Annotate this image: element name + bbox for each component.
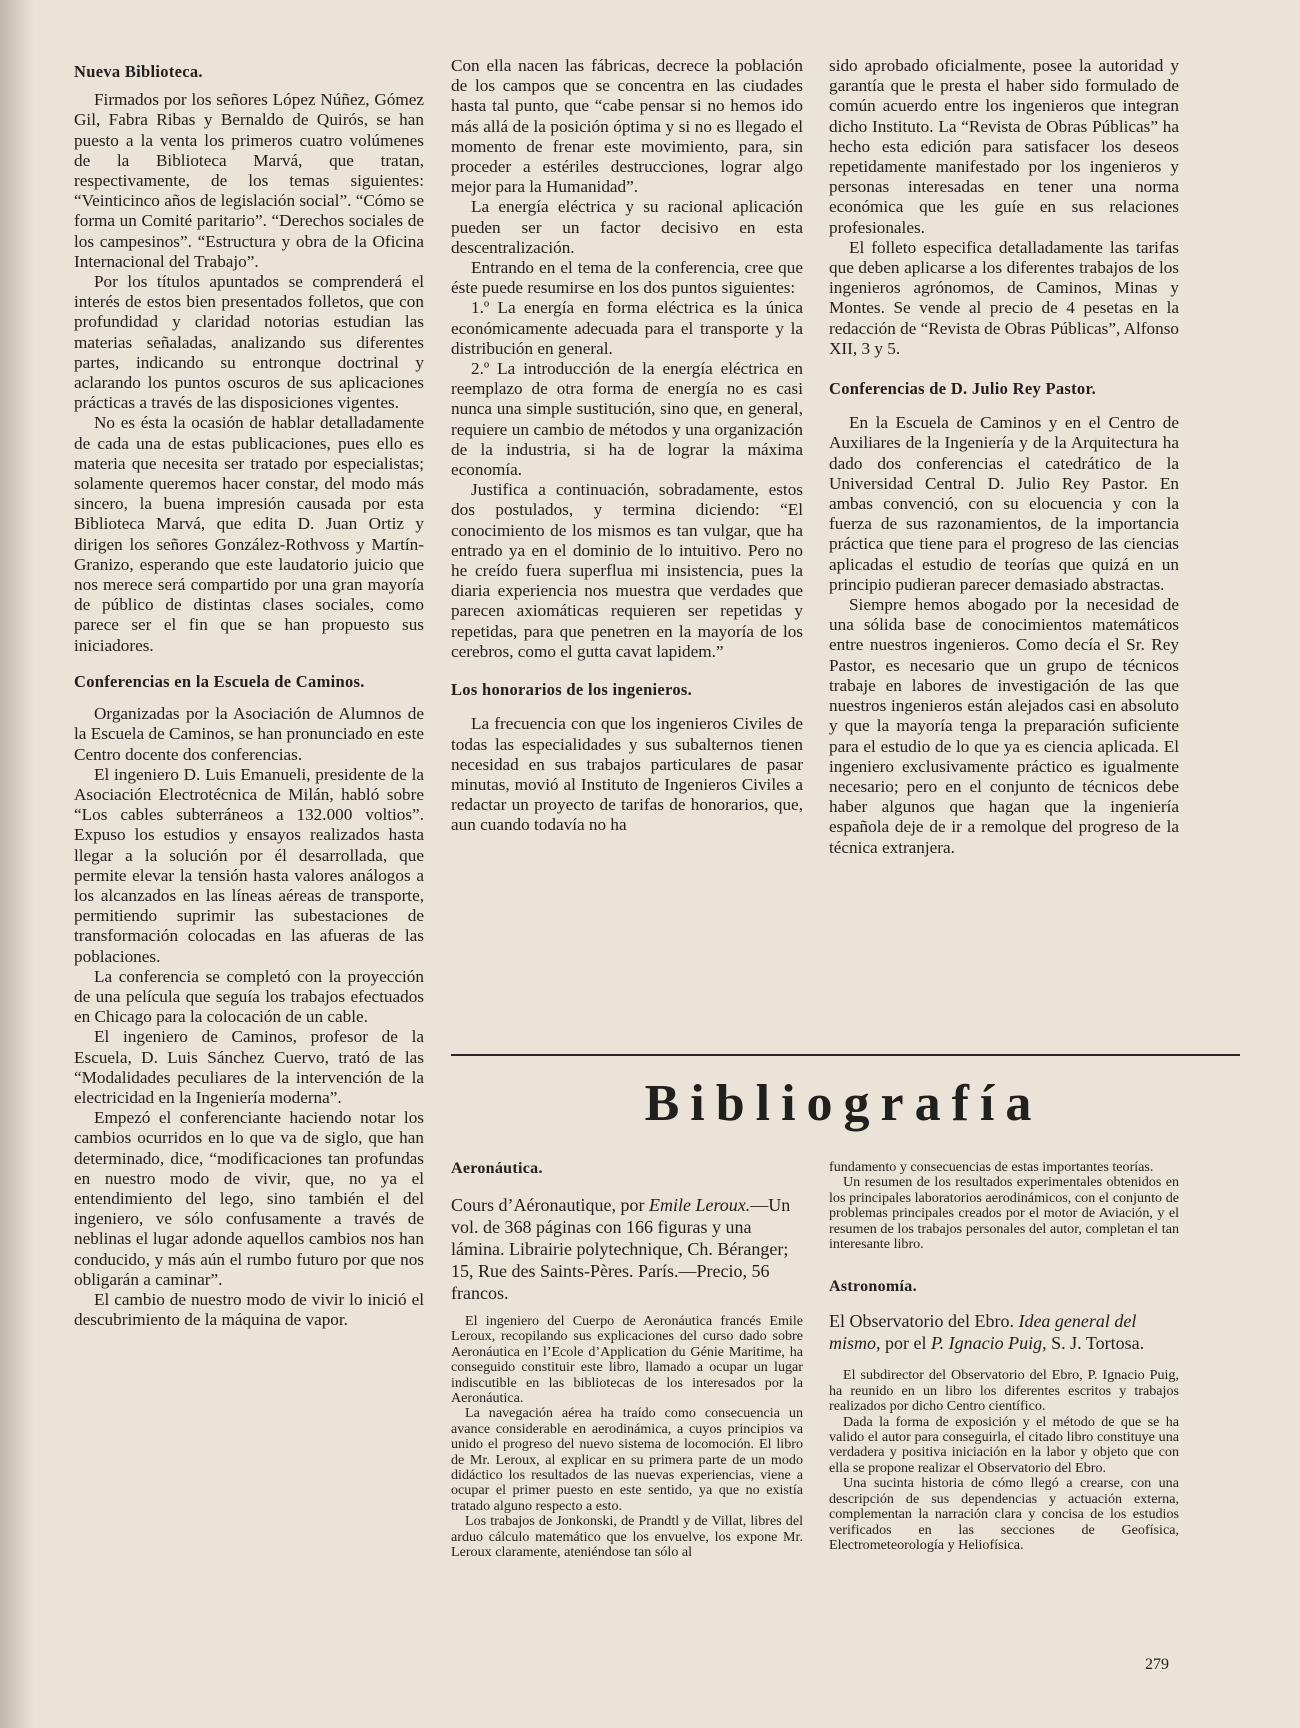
book-details: —Un vol. de 368 páginas con 166 figuras y una lámina. Librairie polytechnique, Ch. Béranger; 15, Rue des Saints-Pères. París.—Precio, 56 francos.	[451, 1195, 791, 1303]
book-details: S. J. Tortosa.	[1046, 1333, 1145, 1354]
paragraph: Los trabajos de Jonkonski, de Prandtl y de Villat, libres del arduo cálculo matemático que los envuelve, los expone Mr. Leroux claramente, ateniéndose tan sólo al	[451, 1513, 803, 1561]
paragraph: El cambio de nuestro modo de vivir lo inició el descubrimiento de la máquina de vapor.	[74, 1289, 424, 1330]
book-entry-aeronautique	[451, 1194, 803, 1304]
paragraph: Entrando en el tema de la conferencia, cree que éste puede resumirse en los dos puntos siguientes:	[451, 258, 803, 298]
paragraph: La conferencia se completó con la proyección de una película que seguía los trabajos efectuados en Chicago para la colocación de un cable.	[74, 966, 424, 1027]
paragraph: Una sucinta historia de cómo llegó a crearse, con una descripción de sus dependencias y actuación externa, complementan la narración clara y concisa de los estudios verificados en las secciones de Geofísica, Electrometeorología y Heliofísica.	[829, 1475, 1179, 1553]
paragraph: Siempre hemos abogado por la necesidad de una sólida base de conocimientos matemáticos entre nuestros ingenieros. Como decía el Sr. Rey Pastor, es necesario que un grupo de técnicos trabaje en labores de investigación de las que nuestros ingenieros están alejados casi en absoluto y que la mayoría tenga la preparación suficiente para el estudio de lo que ya es ciencia aplicada. El ingeniero exclusivamente práctico es igualmente necesario; pero en el conjunto de técnicos debe haber algunos que hagan que la ingeniería española deje de ir a remolque del progreso de la técnica extranjera.	[829, 595, 1179, 857]
heading-rey-pastor: Conferencias de D. Julio Rey Pastor.	[829, 379, 1096, 399]
book-author: Emile Leroux.	[648, 1195, 751, 1215]
paragraph: El ingeniero D. Luis Emanueli, presidente de la Asociación Electrotécnica de Milán, habló sobre “Los cables subterráneos a 132.000 voltios”. Expuso los estudios y ensayos realizados hasta llegar a la solución por él desarrollada, que permite elevar la tensión hasta valores análogos a los alcanzados en las líneas aéreas de transporte, permitiendo suprimir las subestaciones de transformación colocadas en las afueras de las poblaciones.	[74, 764, 424, 966]
bibliografia-title: Bibliografía	[644, 1075, 1043, 1132]
page-number: 279	[1145, 1656, 1169, 1673]
biblio-column-right	[829, 1160, 1179, 1553]
book-title: Cours d’Aéronautique,	[451, 1195, 616, 1215]
book-title: El Observatorio del Ebro.	[829, 1311, 1014, 1332]
paragraph: La energía eléctrica y su racional aplicación pueden ser un factor decisivo en esta descentralización.	[451, 197, 803, 257]
book-citation	[829, 1310, 1179, 1354]
book-subtitle: Idea general del mismo,	[829, 1311, 1137, 1354]
paragraph: Por los títulos apuntados se comprenderá el interés de estos bien presentados folletos, que con profundidad y claridad notorias estudian las materias señaladas, analizando sus diferentes partes, indicando su entronque doctrinal y aclarando los puntos oscuros de sus aplicaciones prácticas a través de las disposiciones vigentes.	[74, 272, 424, 413]
paragraph: 1.º La energía en forma eléctrica es la única económicamente adecuada para el transporte y la distribución en general.	[451, 298, 803, 358]
paragraph: El ingeniero de Caminos, profesor de la Escuela, D. Luis Sánchez Cuervo, trató de las “Modalidades peculiares de la intervención de la electricidad en la Ingeniería moderna”.	[74, 1027, 424, 1107]
book-review-aeronautique	[451, 1314, 803, 1561]
column-3	[829, 56, 1179, 858]
paragraph: 2.º La introducción de la energía eléctrica en reemplazo de otra forma de energía no es casi nunca una simple sustitución, sino que, en general, requiere un cambio de métodos y una organización de la industria, si ha de lograr la máxima economía.	[451, 359, 803, 480]
paragraph: En la Escuela de Caminos y en el Centro de Auxiliares de la Ingeniería y de la Arquitectura ha dado dos conferencias el catedrático de la Universidad Central D. Julio Rey Pastor. En ambas convenció, con su elocuencia y con la fuerza de sus razonamientos, de la importancia práctica que tiene para el progreso de las ciencias aplicadas el estudio de teorías que quizá en un principio pudieran parecer demasiado abstractas.	[829, 413, 1179, 594]
heading-honorarios: Los honorarios de los ingenieros.	[451, 680, 693, 700]
paragraph: El ingeniero del Cuerpo de Aeronáutica francés Emile Leroux, recopilando sus explicaciones del curso dado sobre Aeronáutica en l’Ecole d’Application du Génie Maritime, ha conseguido constituir este libro, llamado a ocupar un lugar indiscutible en las bibliotecas de los interesados por la Aeronáutica.	[451, 1313, 803, 1407]
book-citation	[451, 1194, 803, 1304]
paragraph: La navegación aérea ha traído como consecuencia un avance considerable en aerodinámica, a cuyos principios va unido el progreso del nuevo sistema de locomoción. El libro de Mr. Leroux, al explicar en su primera parte de un modo didáctico los resultados de las nuevas experiencias, viene a ocupar el primer puesto en este sentido, ya que no existía tratado alguno respecto a esto.	[451, 1405, 803, 1514]
paragraph: No es ésta la ocasión de hablar detalladamente de cada una de estas publicaciones, pues ello es materia que necesita ser tratado por especialistas; solamente queremos hacer constar, del modo más sincero, la buena impresión causada por esta Biblioteca Marvá, que edita D. Juan Ortiz y dirigen los señores González-Rothvoss y Martín-Granizo, esperando que este laudatorio juicio que nos merece será compartido por una gran mayoría de público de distintas clases sociales, como parece ser el fin que se han propuesto sus iniciadores.	[74, 413, 424, 655]
paragraph: Organizadas por la Asociación de Alumnos de la Escuela de Caminos, se han pronunciado en este Centro docente dos conferencias.	[74, 704, 424, 764]
book-review-aeronautique-cont	[829, 1160, 1179, 1252]
biblio-column-left	[451, 1160, 803, 1561]
paragraph: El subdirector del Observatorio del Ebro, P. Ignacio Puig, ha reunido en un libro los diferentes escritos y trabajos realizados por dicho Centro científico.	[829, 1367, 1179, 1415]
section-divider	[451, 1054, 1240, 1056]
paragraph: Con ella nacen las fábricas, decrece la población de los campos que se concentra en las ciudades hasta tal punto, que “cabe pensar si no hemos ido más allá de la posición óptima y si no es llegado el momento de frenar este movimiento, para, sin proceder a estériles destrucciones, lograr algo mejor para la Humanidad”.	[451, 56, 803, 197]
heading-aeronautica: Aeronáutica.	[451, 1160, 543, 1177]
column-2	[451, 56, 803, 836]
paragraph: La frecuencia con que los ingenieros Civiles de todas las especialidades y sus subalternos tienen necesidad en sus trabajos particulares de pasar minutas, movió al Instituto de Ingenieros Civiles a redactar un proyecto de tarifas de honorarios, que, aun cuando todavía no ha	[451, 714, 803, 835]
page-fold-shadow	[0, 0, 34, 1728]
heading-conferencias-caminos: Conferencias en la Escuela de Caminos.	[74, 671, 365, 691]
paragraph: sido aprobado oficialmente, posee la autoridad y garantía que le presta el haber sido formulado de común acuerdo entre los ingenieros que integran dicho Instituto. La “Revista de Obras Públicas” ha hecho esta edición para satisfacer los deseos repetidamente manifestado por los ingenieros y personas interesadas en tener una norma económica que les guíe en sus relaciones profesionales.	[829, 56, 1179, 237]
paragraph: Dada la forma de exposición y el método de que se ha valido el autor para conseguirla, el citado libro constituye una verdadera y positiva iniciación en la labor y objeto que con ella se propone realizar el Observatorio del Ebro.	[829, 1413, 1179, 1476]
column-1	[74, 62, 424, 1330]
heading-astronomia: Astronomía.	[829, 1278, 917, 1296]
book-review-observatorio	[829, 1368, 1179, 1553]
book-by: por	[615, 1195, 649, 1215]
book-author: P. Ignacio Puig,	[931, 1333, 1047, 1354]
paragraph: Justifica a continuación, sobradamente, estos dos postulados, y termina diciendo: “El conocimiento de los mismos es tan vulgar, que ha entrado ya en el dominio de lo intuitivo. Pero no he creído fuera superflua mi insistencia, pues la diaria experiencia nos muestra que verdades que parecen axiomáticas requieren ser repetidas y repetidas, para que penetren en la mayoría de los cerebros, como el gutta cavat lapidem.”	[451, 480, 803, 661]
paragraph: Firmados por los señores López Núñez, Gómez Gil, Fabra Ribas y Bernaldo de Quirós, se han puesto a la venta los primeros cuatro volúmenes de la Biblioteca Marvá, que tratan, respectivamente, de los temas siguientes: “Veinticinco años de legislación social”. “Cómo se forma un Comité paritario”. “Derechos sociales de los campesinos”. “Estructura y obra de la Oficina Internacional del Trabajo”.	[74, 90, 424, 271]
paragraph: Empezó el conferenciante haciendo notar los cambios ocurridos en lo que va de siglo, que han determinado, dice, “modificaciones tan profundas en nuestro modo de vivir, que, no ya el entendimiento del lego, sino también el del ingeniero, ve sólo confusamente a través de neblinas el lugar adonde aquellos cambios nos han conducido, y más aún el rumbo futuro por que nos obligarán a caminar”.	[74, 1108, 424, 1289]
book-entry-observatorio	[829, 1310, 1179, 1354]
paragraph: Un resumen de los resultados experimentales obtenidos en los principales laboratorios aerodinámicos, con el conjunto de problemas principales creados por el motor de Aviación, y el resumen de los trabajos personales del autor, completan el tan interesante libro.	[829, 1174, 1179, 1253]
paragraph: fundamento y consecuencias de estas importantes teorías.	[829, 1159, 1154, 1175]
paragraph: El folleto especifica detalladamente las tarifas que deben aplicarse a los diferentes trabajos de los ingenieros agrónomos, de Caminos, Minas y Montes. Se vende al precio de 4 pesetas en la redacción de “Revista de Obras Públicas”, Alfonso XII, 3 y 5.	[829, 237, 1179, 358]
book-by: por el	[880, 1333, 931, 1354]
heading-nueva-biblioteca: Nueva Biblioteca.	[74, 62, 203, 81]
